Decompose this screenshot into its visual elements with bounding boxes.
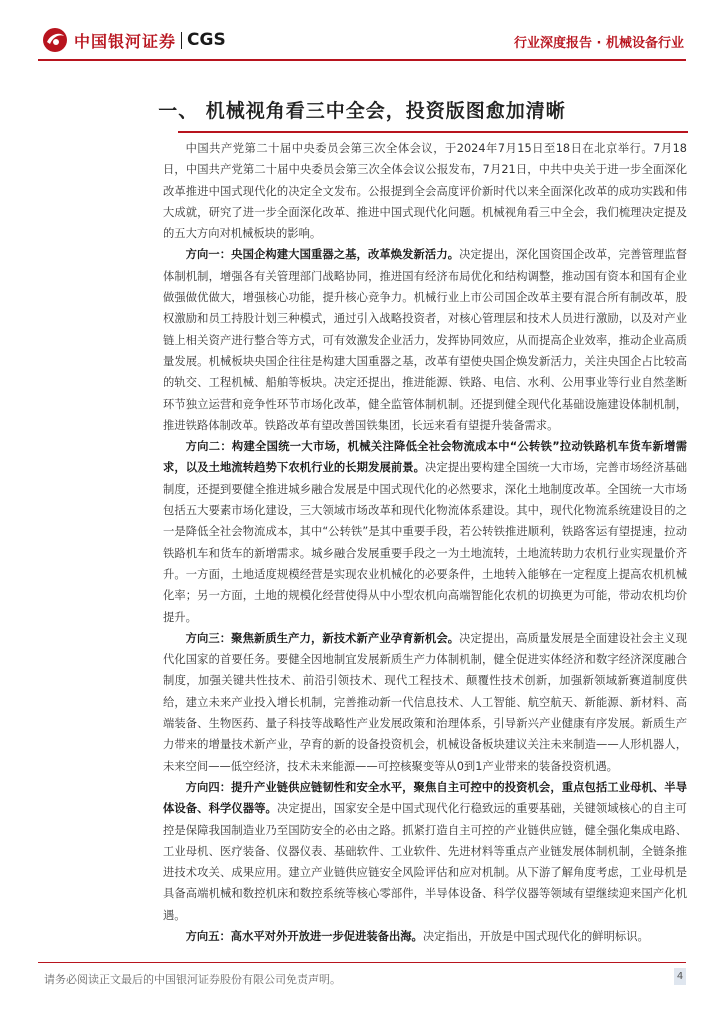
paragraph-lead: 方向二：构建全国统一大市场，机械关注降低全社会物流成本中“公转铁”拉动铁路机车货车新增需求，以及土地流转趋势下农机行业的长期发展前景。 (163, 440, 687, 475)
paragraph-text: 决定指出，开放是中国式现代化的鲜明标识。 (422, 929, 649, 943)
page-number: 4 (674, 968, 686, 985)
paragraph-text: 决定提出要构建全国统一大市场，完善市场经济基础制度，还提到要健全推进城乡融合发展是中国式现代化的必然要求，深化土地制度改革。全国统一大市场包括五大要素市场化建设，三大领域市场改革和现代化物流体系建设。其中，现代化物流系统建设目的之一是降低全社会物流成本，其中“公转铁”是其中重要手段，若公转铁推进顺利，铁路客运有望提速，拉动铁路机车和货车的新增需求。城乡融合发展重要手段之一为土地流转，土地流转助力农机行业实现量价齐升。一方面，土地适度规模经营是实现农业机械化的必要条件，土地转入能够在一定程度上提高农机机械化率；另一方面，土地的规模化经营使得从中小型农机向高端智能化农机的切换更为可能，带动农机均价提升。 (163, 461, 687, 624)
report-type-label: 行业深度报告 · 机械设备行业 (514, 36, 684, 51)
brand-logo (42, 27, 226, 53)
paragraph-text: 中国共产党第二十届中央委员会第三次全体会议，于2024年7月15日至18日在北京举行。7月18日，中国共产党第二十届中央委员会第三次全体会议公报发布，7月21日，中共中央关于进一步全面深化改革推进中国式现代化的决定全文发布。公报提到全会高度评价新时代以来全面深化改革的成功实践和伟大成就，研究了进一步全面深化改革、推进中国式现代化问题。机械视角看三中全会，我们梳理决定提及的五大方向对机械板块的影响。 (163, 142, 687, 241)
paragraph-lead: 方向五：高水平对外开放进一步促进装备出海。 (185, 929, 423, 943)
paragraph-direction-1 (163, 244, 687, 436)
paragraph-direction-5 (163, 926, 687, 947)
header-divider (38, 59, 686, 61)
title-underline (178, 131, 688, 133)
paragraph-text: 决定提出，高质量发展是全面建设社会主义现代化国家的首要任务。要健全因地制宜发展新质生产力体制机制，健全促进实体经济和数字经济深度融合制度，加强关键共性技术、前沿引领技术、现代工程技术、颠覆性技术创新，加强新领域新赛道制度供给，建立未来产业投入增长机制，完善推动新一代信息技术、人工智能、航空航天、新能源、新材料、高端装备、生物医药、量子科技等战略性产业发展政策和治理体系，引导新兴产业健康有序发展。新质生产力带来的增量技术新产业，孕育的新的设备投资机会，机械设备板块建议关注未来制造——人形机器人，未来空间——低空经济，技术未来能源——可控核聚变等从0到1产业带来的装备投资机遇。 (163, 631, 687, 773)
section-title: 一、 机械视角看三中全会，投资版图愈加清晰 (158, 100, 566, 122)
galaxy-logo-icon (42, 27, 68, 53)
paragraph-lead: 方向三：聚焦新质生产力，新技术新产业孕育新机会。 (185, 631, 460, 645)
paragraph-lead: 方向四：提升产业链供应链韧性和安全水平，聚焦自主可控中的投资机会，重点包括工业母机、半导体设备、科学仪器等。 (163, 780, 687, 816)
paragraph-direction-4 (163, 777, 687, 926)
paragraph-lead: 方向一：央国企构建大国重器之基，改革焕发新活力。 (185, 248, 460, 262)
page-header (0, 0, 724, 66)
logo-divider (181, 32, 182, 49)
paragraph-intro (163, 138, 687, 244)
logo-english-name: CGS (187, 30, 226, 50)
logo-chinese-name: 中国银河证券 (74, 31, 177, 51)
paragraph-direction-3 (163, 628, 687, 777)
report-body (163, 138, 687, 947)
paragraph-text: 决定提出，深化国资国企改革，完善管理监督体制机制，增强各有关管理部门战略协同，推进国有经济布局优化和结构调整，推动国有资本和国有企业做强做优做大，增强核心功能，提升核心竞争力。机械行业上市公司国企改革主要有混合所有制改革，股权激励和员工持股计划三种模式，通过引入战略投资者，对核心管理层和技术人员进行激励，以及对产业链上相关资产进行整合等方式，可有效激发企业活力，发挥协同效应，从而提高企业效率，推动企业高质量发展。机械板块央国企往往是构建大国重器之基，改革有望使央国企焕发新活力，关注央国企占比较高的轨交、工程机械、船舶等板块。决定还提出，推进能源、铁路、电信、水利、公用事业等行业自然垄断环节独立运营和竞争性环节市场化改革，健全监管体制机制。还提到健全现代化基础设施建设体制机制，推进铁路体制改革。铁路改革有望改善国铁集团，长远来看有望提升装备需求。 (163, 248, 687, 432)
paragraph-text: 决定提出，国家安全是中国式现代化行稳致远的重要基础，关键领域核心的自主可控是保障我国制造业乃至国防安全的必由之路。抓紧打造自主可控的产业链供应链，健全强化集成电路、工业母机、医疗装备、仪器仪表、基础软件、工业软件、先进材料等重点产业链发展体制机制，全链条推进技术攻关、成果应用。建立产业链供应链安全风险评估和应对机制。从下游了解角度考虑，工业母机是具备高端机械和数控机床和数控系统等核心零部件，半导体设备、科学仪器等领域有望继续迎来国产化机遇。 (163, 802, 687, 922)
disclaimer-text: 请务必阅读正文最后的中国银河证券股份有限公司免责声明。 (44, 973, 341, 986)
footer-divider (38, 962, 686, 963)
paragraph-direction-2 (163, 436, 687, 628)
